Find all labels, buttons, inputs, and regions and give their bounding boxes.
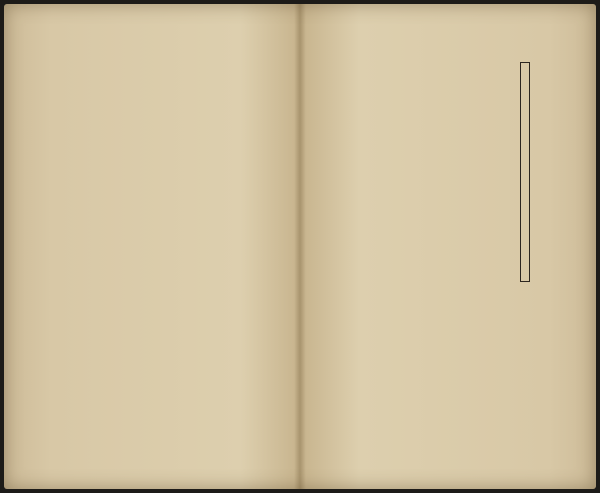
section-number (520, 62, 530, 282)
right-page (300, 4, 596, 489)
book-spread (4, 4, 596, 489)
left-page-body-text (28, 48, 260, 440)
right-page-body-text (330, 48, 570, 440)
section-heading (490, 62, 530, 292)
left-page (4, 4, 300, 489)
